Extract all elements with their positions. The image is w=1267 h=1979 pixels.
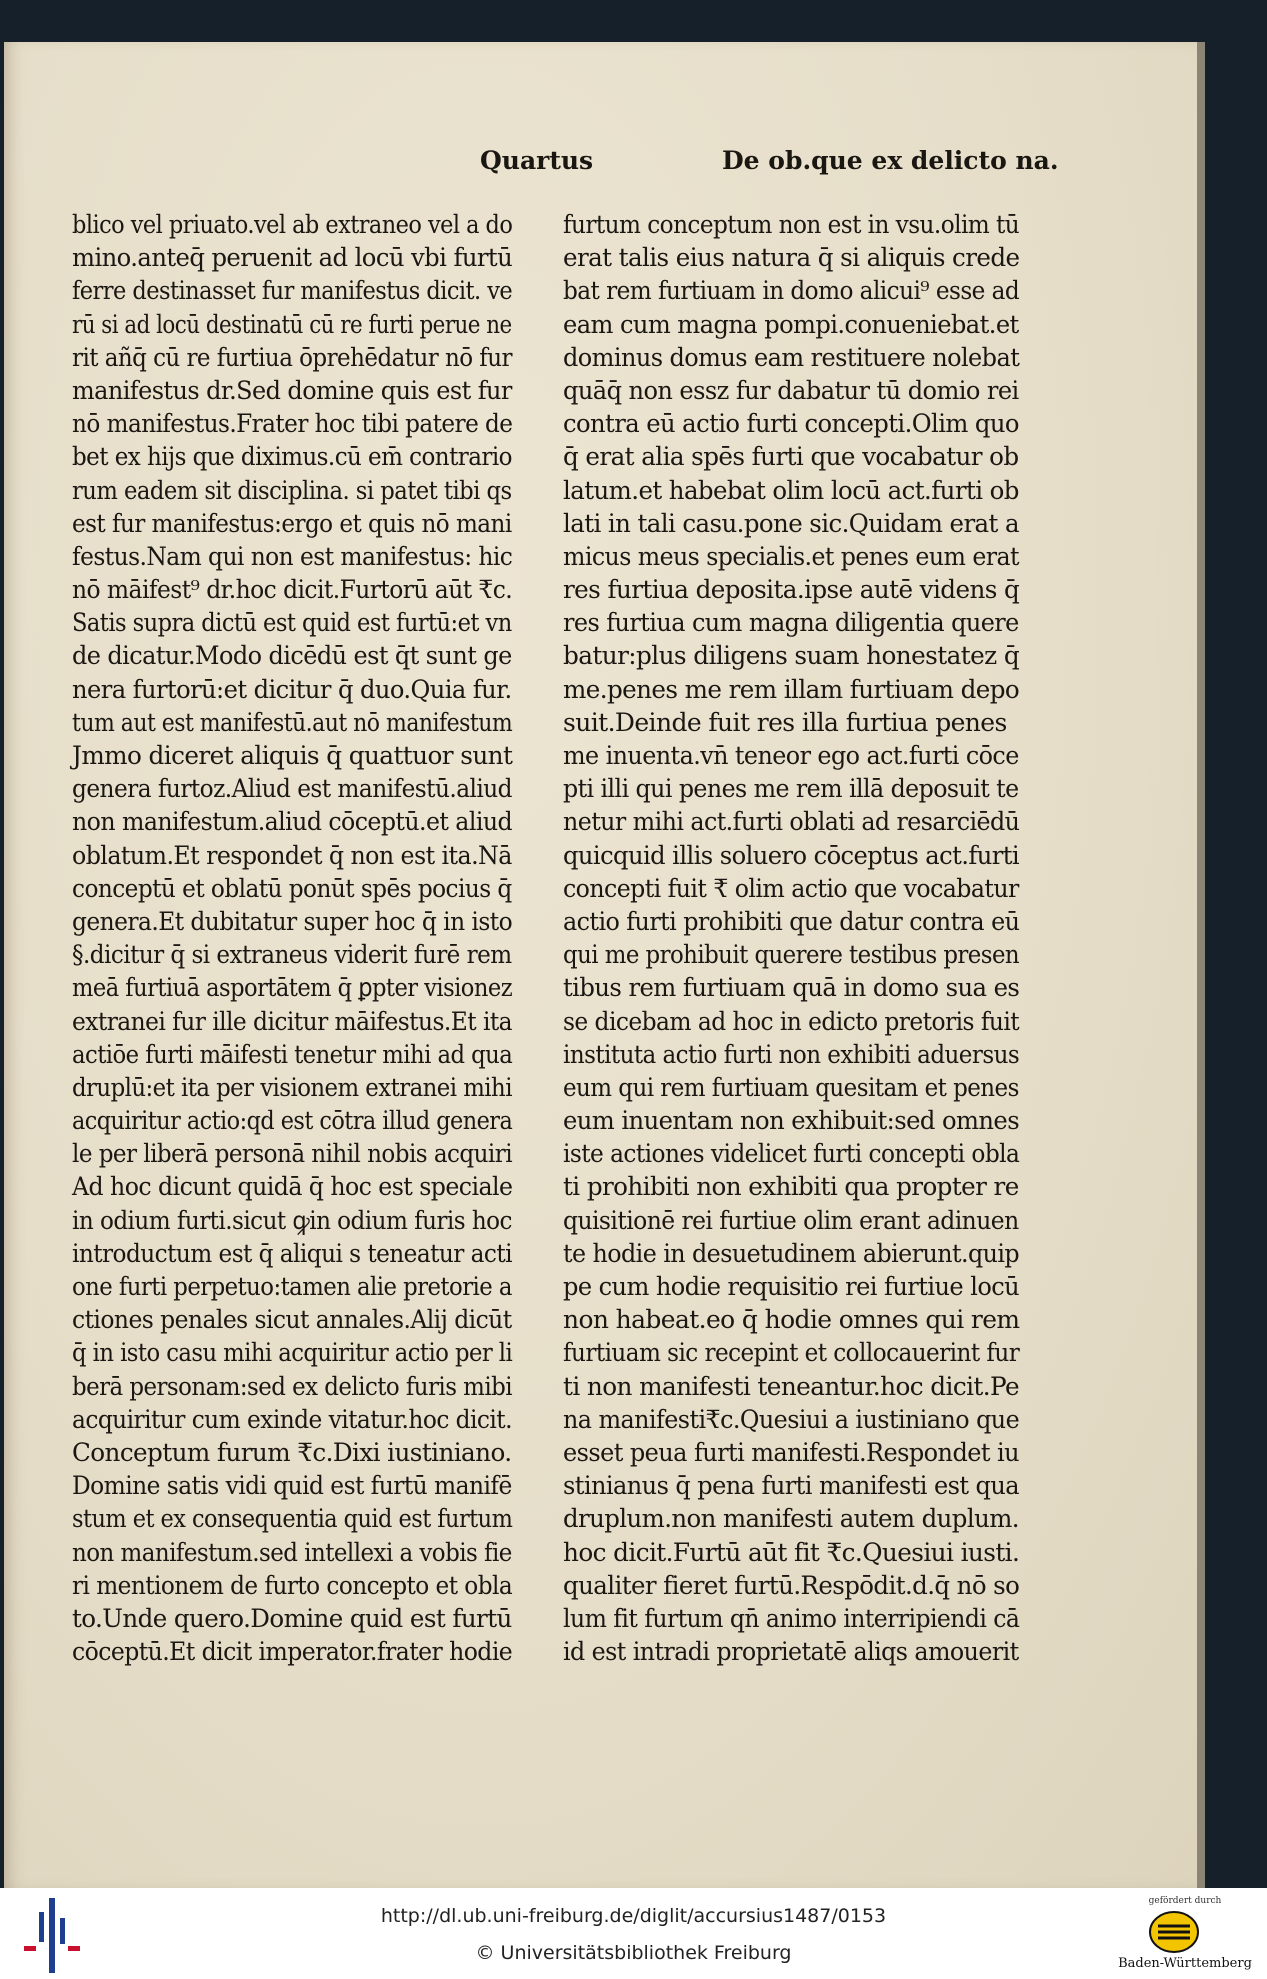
text-line: concepti fuit ₹ olim actio que vocabatur [563, 873, 1019, 903]
text-line: id est intradi proprietatē aliqs amouerit [563, 1637, 1019, 1667]
running-head-right: De ob.que ex delicto na. [722, 146, 1059, 175]
text-line: rū si ad locū destinatū cū re furti perue ne [72, 309, 512, 339]
text-line: genera furtoz.Aliud est manifestū.aliud [72, 774, 513, 804]
text-line: ti prohibiti non exhibiti qua propter re [563, 1172, 1019, 1202]
text-line: manifestus dr.Sed domine quis est fur [72, 375, 512, 405]
text-line: non habeat.eo q̄ hodie omnes qui rem [563, 1305, 1020, 1335]
text-line: eum qui rem furtiuam quesitam et penes [563, 1072, 1019, 1102]
text-line: Conceptum furum ₹c.Dixi iustiniano. [72, 1437, 512, 1467]
copyright-notice: © Universitätsbibliothek Freiburg [475, 1942, 792, 1964]
text-line: tum aut est manifestū.aut nō manifestum [72, 707, 513, 737]
text-line: iste actiones videlicet furti concepti obla [563, 1139, 1020, 1169]
text-line: res furtiua deposita.ipse autē videns q̄ [563, 575, 1020, 605]
text-line: furtiuam sic recepint et collocauerint fur [563, 1338, 1020, 1368]
text-line: nō māifest⁹ dr.hoc dicit.Furtorū aūt ₹c. [72, 575, 513, 605]
text-line: eam cum magna pompi.conueniebat.et [563, 309, 1019, 339]
viewer-footer [0, 1888, 1267, 1979]
text-line: bat rem furtiuam in domo alicui⁹ esse ad [563, 276, 1020, 306]
text-line: in odium furti.sicut ꝙin odium furis hoc [72, 1205, 512, 1235]
text-line: q̄ in isto casu mihi acquiritur actio per li [72, 1338, 513, 1368]
text-line: actiōe furti māifesti tenetur mihi ad qua [72, 1039, 513, 1069]
text-line: se dicebam ad hoc in edicto pretoris fuit [563, 1006, 1020, 1036]
text-line: rum eadem sit disciplina. si patet tibi qs [72, 475, 512, 505]
text-line: qui me prohibuit querere testibus presen [563, 940, 1020, 970]
text-line: §.dicitur q̄ si extraneus viderit furē rem [72, 940, 512, 970]
text-line: quicquid illis soluero cōceptus act.furti [563, 840, 1020, 870]
text-line: te hodie in desuetudinem abierunt.quip [563, 1238, 1020, 1268]
text-line: esset peua furti manifesti.Respondet iu [563, 1437, 1019, 1467]
text-line: blico vel priuato.vel ab extraneo vel a do [72, 210, 513, 239]
text-line: genera.Et dubitatur super hoc q̄ in isto [72, 906, 513, 936]
text-line: Domine satis vidi quid est furtū manifē [72, 1471, 512, 1501]
text-line: introductum est q̄ aliqui s teneatur acti [72, 1238, 512, 1268]
text-line: pti illi qui penes me rem illā deposuit te [563, 774, 1019, 804]
text-line: berā personam:sed ex delicto furis mibi [72, 1371, 512, 1401]
text-line: bet ex hijs que diximus.cū em̄ contrario [72, 442, 512, 472]
text-line: oblatum.Et respondet q̄ non est ita.Nā [72, 840, 512, 870]
text-line: netur mihi act.furti oblati ad resarciēdū [563, 807, 1020, 837]
page-edge [1197, 42, 1205, 1888]
text-line: pe cum hodie requisitio rei furtiue locū [563, 1272, 1020, 1301]
text-line: micus meus specialis.et penes eum erat [563, 541, 1019, 571]
text-line: res furtiua cum magna diligentia quere [563, 608, 1019, 638]
text-line: ctiones penales sicut annales.Alij dicūt [72, 1305, 512, 1335]
text-line: rit añq̄ cū re furtiua ōprehēdatur nō fur [72, 342, 512, 372]
text-line: instituta actio furti non exhibiti aduersus [563, 1039, 1020, 1069]
text-line: furtum conceptum non est in vsu.olim tū [563, 210, 1020, 239]
text-line: stum et ex consequentia quid est furtum [72, 1504, 513, 1534]
text-line: ti non manifesti teneantur.hoc dicit.Pe [563, 1371, 1019, 1401]
text-line: to.Unde quero.Domine quid est furtū [72, 1603, 512, 1633]
text-line: acquiritur actio:qd est cōtra illud genera [72, 1106, 513, 1136]
text-line: non manifestum.aliud cōceptū.et aliud [72, 807, 513, 837]
text-line: festus.Nam qui non est manifestus: hic [72, 541, 513, 571]
text-line: de dicatur.Modo dicēdū est q̄t sunt ge [72, 641, 512, 671]
text-line: quisitionē rei furtiue olim erant adinuen [563, 1205, 1019, 1235]
text-line: lati in tali casu.pone sic.Quidam erat a [563, 508, 1019, 538]
text-line: stinianus q̄ pena furti manifesti est qua [563, 1471, 1020, 1501]
text-line: hoc dicit.Furtū aūt fit ₹c.Quesiui iusti. [563, 1537, 1020, 1567]
text-line: cōceptū.Et dicit imperator.frater hodie [72, 1637, 513, 1667]
text-line: lum fit furtum qn̄ animo interripiendi cā [563, 1603, 1020, 1633]
text-line: q̄ erat alia spēs furti que vocabatur ob [563, 442, 1019, 472]
text-line: acquiritur cum exinde vitatur.hoc dicit. [72, 1404, 512, 1434]
text-line: dominus domus eam restituere nolebat [563, 342, 1020, 372]
text-line: suit.Deinde fuit res illa furtiua penes [563, 707, 1007, 737]
text-line: mino.anteq̄ peruenit ad locū vbi furtū [72, 243, 513, 273]
text-line: latum.et habebat olim locū act.furti ob [563, 475, 1019, 505]
text-line: contra eū actio furti concepti.Olim quo [563, 409, 1019, 439]
text-line: Jmmo diceret aliquis q̄ quattuor sunt [72, 741, 513, 770]
text-line: ri mentionem de furto concepto et obla [72, 1570, 513, 1600]
text-line: one furti perpetuo:tamen alie pretorie a [72, 1272, 512, 1301]
text-line: eum inuentam non exhibuit:sed omnes [563, 1106, 1020, 1136]
state-coat-of-arms-icon [1148, 1910, 1200, 1954]
text-line: ferre destinasset fur manifestus dicit. ve [72, 276, 513, 306]
text-line: Ad hoc dicunt quidā q̄ hoc est speciale [72, 1172, 513, 1202]
sponsor-name: Baden-Württemberg [1118, 1956, 1252, 1971]
text-line: batur:plus diligens suam honestatez q̄ [563, 641, 1020, 671]
text-line: druplū:et ita per visionem extranei mihi [72, 1072, 512, 1102]
text-line: quāq̄ non essz fur dabatur tū domio rei [563, 375, 1019, 405]
text-line: na manifesti₹c.Quesiui a iustiniano que [563, 1404, 1020, 1434]
text-line: druplum.non manifesti autem duplum. [563, 1504, 1019, 1534]
permalink-url[interactable]: http://dl.ub.uni-freiburg.de/diglit/accursius1487/0153 [380, 1905, 887, 1927]
text-line: conceptū et oblatū ponūt spēs pocius q̄ [72, 873, 512, 903]
sponsor-label: gefördert durch [1148, 1896, 1222, 1906]
text-column-right [563, 208, 1019, 1668]
text-line: le per liberā personā nihil nobis acquiri [72, 1139, 513, 1169]
text-line: erat talis eius natura q̄ si aliquis crede [563, 243, 1020, 273]
text-line: me.penes me rem illam furtiuam depo [563, 674, 1020, 704]
text-line: actio furti prohibiti que datur contra eū [563, 906, 1020, 936]
text-line: meā furtiuā asportātem q̄ ꝑpter visionez [72, 973, 513, 1003]
text-line: non manifestum.sed intellexi a vobis fie [72, 1537, 512, 1567]
text-line: tibus rem furtiuam quā in domo sua es [563, 973, 1020, 1003]
text-column-left [72, 208, 512, 1668]
text-line: qualiter fieret furtū.Respōdit.d.q̄ nō so [563, 1570, 1020, 1600]
text-line: nō manifestus.Frater hoc tibi patere de [72, 409, 513, 439]
text-line: me inuenta.vn̄ teneor ego act.furti cōce [563, 741, 1019, 770]
text-line: nera furtorū:et dicitur q̄ duo.Quia fur. [72, 674, 512, 704]
text-line: Satis supra dictū est quid est furtū:et vn [72, 608, 512, 638]
text-line: extranei fur ille dicitur māifestus.Et ita [72, 1006, 513, 1036]
running-head-left: Quartus [480, 146, 594, 175]
text-line: est fur manifestus:ergo et quis nō mani [72, 508, 512, 538]
